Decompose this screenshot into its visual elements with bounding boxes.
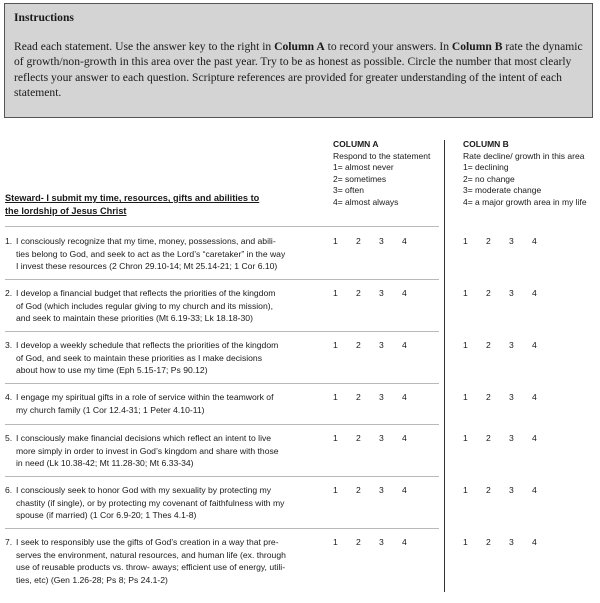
column-divider (444, 140, 445, 592)
question-line: my church family (1 Cor 12.4-31; 1 Peter 4.10-11) (16, 404, 205, 415)
rating-option[interactable]: 4 (402, 537, 407, 547)
question-item (5, 536, 537, 586)
question-line: I consciously recognize that my time, money, possessions, and abili- (16, 236, 276, 246)
column-b-option: 4= a major growth area in my life (463, 196, 587, 207)
rating-option[interactable]: 3 (379, 537, 384, 547)
rating-option[interactable]: 4 (532, 288, 537, 298)
question-item (5, 391, 537, 415)
question-line: about how to use my time (Eph 5.15-17; Ps 90.12) (16, 365, 208, 376)
question-line: spouse (if married) (1 Cor 6.9-20; 1 Thes 4.1-8) (16, 510, 197, 521)
column-b-subtitle: Rate decline/ growth in this area (463, 150, 585, 161)
question-line: of God, and seek to maintain these priorities as I make decisions (16, 352, 263, 363)
question-divider (5, 528, 439, 529)
instructions-column-b-ref: Column B (451, 39, 503, 53)
rating-option[interactable]: 2 (356, 433, 361, 443)
rating-option[interactable]: 1 (333, 340, 338, 350)
column-b-rating-scale (463, 391, 555, 404)
column-a-header (333, 139, 430, 209)
instructions-text-part1: Read each statement. Use the answer key to the right in (14, 39, 275, 53)
rating-option[interactable]: 1 (333, 433, 338, 443)
column-a-title: COLUMN A (333, 139, 379, 149)
question-line: ties belong to God, and seek to act as the Lord’s “caretaker” in the way (16, 248, 286, 259)
question-item (5, 484, 537, 521)
rating-option[interactable]: 2 (356, 537, 361, 547)
question-line: I develop a weekly schedule that reflects the priorities of the kingdom (16, 340, 279, 350)
column-b-rating-scale (463, 287, 555, 300)
rating-option[interactable]: 2 (486, 433, 491, 443)
rating-option[interactable]: 1 (333, 537, 338, 547)
rating-option[interactable]: 1 (333, 288, 338, 298)
column-b-rating-scale (463, 484, 555, 497)
rating-option[interactable]: 2 (486, 485, 491, 495)
question-line: I develop a financial budget that reflects the priorities of the kingdom (16, 288, 276, 298)
question-text (5, 536, 300, 587)
question-text (5, 339, 300, 377)
section-title-line: Steward- I submit my time, resources, gifts and abilities to (5, 193, 260, 203)
question-line: I invest these resources (2 Chron 29.10-14; Mt 25.14-21; 1 Cor 6.10) (16, 261, 278, 272)
rating-option[interactable]: 2 (356, 485, 361, 495)
rating-option[interactable]: 1 (333, 392, 338, 402)
rating-option[interactable]: 2 (356, 236, 361, 246)
column-b-rating-scale (463, 432, 555, 445)
question-number: 2. (5, 288, 13, 298)
column-b-rating-scale (463, 339, 555, 352)
question-line: I consciously seek to honor God with my sexuality by protecting my (16, 485, 272, 495)
column-a-option: 3= often (333, 185, 364, 196)
rating-option[interactable]: 4 (532, 236, 537, 246)
question-divider (5, 424, 439, 425)
rating-option[interactable]: 3 (509, 288, 514, 298)
column-a-rating-scale (333, 432, 425, 445)
rating-option[interactable]: 1 (463, 392, 468, 402)
column-a-rating-scale (333, 536, 425, 549)
rating-option[interactable]: 3 (509, 433, 514, 443)
rating-option[interactable]: 3 (509, 537, 514, 547)
question-line: I seek to responsibly use the gifts of God’s creation in a way that pre- (16, 537, 279, 547)
question-line: of God (which includes regular giving to my church and its mission), (16, 300, 273, 311)
question-divider (5, 279, 439, 280)
column-a-rating-scale (333, 339, 425, 352)
column-b-option: 1= declining (463, 162, 509, 173)
instructions-text (14, 39, 583, 101)
question-item (5, 339, 537, 376)
question-text (5, 287, 300, 325)
rating-option[interactable]: 1 (463, 485, 468, 495)
instructions-text-part2: to record your answers. In (324, 39, 452, 53)
question-line: chastity (if single), or by protecting my covenant of faithfulness with my (16, 497, 285, 508)
instructions-box (4, 3, 593, 118)
question-number: 6. (5, 485, 13, 495)
question-line: use of reusable products vs. throw- aways; efficient use of energy, utili- (16, 562, 286, 573)
rating-option[interactable]: 4 (402, 392, 407, 402)
question-text (5, 484, 300, 522)
column-b-title: COLUMN B (463, 139, 509, 149)
question-line: more simply in order to invest in God’s kingdom and share with those (16, 445, 279, 456)
rating-option[interactable]: 4 (402, 236, 407, 246)
column-a-rating-scale (333, 484, 425, 497)
rating-option[interactable]: 4 (532, 392, 537, 402)
rating-option[interactable]: 4 (532, 537, 537, 547)
rating-option[interactable]: 3 (379, 288, 384, 298)
rating-option[interactable]: 3 (509, 236, 514, 246)
question-number: 7. (5, 537, 13, 547)
rating-option[interactable]: 2 (486, 392, 491, 402)
column-a-option: 1= almost never (333, 162, 394, 173)
rating-option[interactable]: 4 (402, 485, 407, 495)
rating-option[interactable]: 2 (486, 288, 491, 298)
rating-option[interactable]: 3 (509, 485, 514, 495)
question-number: 1. (5, 236, 13, 246)
question-divider (5, 476, 439, 477)
rating-option[interactable]: 4 (402, 433, 407, 443)
question-text (5, 235, 300, 273)
question-line: I engage my spiritual gifts in a role of service within the teamwork of (16, 392, 274, 402)
instructions-title: Instructions (14, 11, 74, 24)
rating-option[interactable]: 4 (532, 485, 537, 495)
rating-option[interactable]: 2 (356, 340, 361, 350)
rating-option[interactable]: 4 (402, 288, 407, 298)
section-title (5, 192, 305, 218)
column-b-rating-scale (463, 536, 555, 549)
column-b-rating-scale (463, 235, 555, 248)
rating-option[interactable]: 2 (486, 236, 491, 246)
column-a-subtitle: Respond to the statement (333, 150, 431, 161)
rating-option[interactable]: 1 (463, 288, 468, 298)
rating-option[interactable]: 3 (379, 485, 384, 495)
rating-option[interactable]: 1 (333, 485, 338, 495)
rating-option[interactable]: 3 (509, 340, 514, 350)
column-a-option: 4= almost always (333, 196, 399, 207)
question-number: 4. (5, 392, 13, 402)
column-b-option: 2= no change (463, 173, 515, 184)
question-divider (5, 383, 439, 384)
section-title-line: the lordship of Jesus Christ (5, 206, 127, 216)
rating-option[interactable]: 1 (463, 537, 468, 547)
question-item (5, 432, 537, 469)
question-line: serves the environment, natural resources, and human life (ex. through (16, 549, 286, 560)
rating-option[interactable]: 4 (532, 340, 537, 350)
question-line: ties, etc) (Gen 1.26-28; Ps 8; Ps 24.1-2) (16, 575, 168, 586)
question-text (5, 391, 300, 416)
rating-option[interactable]: 3 (379, 433, 384, 443)
instructions-column-a-ref: Column A (274, 39, 325, 53)
question-line: I consciously make financial decisions which reflect an intent to live (16, 433, 272, 443)
rating-option[interactable]: 3 (379, 340, 384, 350)
rating-option[interactable]: 1 (463, 433, 468, 443)
column-a-rating-scale (333, 235, 425, 248)
question-item (5, 235, 537, 272)
rating-option[interactable]: 2 (486, 537, 491, 547)
column-a-option: 2= sometimes (333, 173, 387, 184)
question-line: in need (Lk 10.38-42; Mt 11.28-30; Mt 6.33-34) (16, 458, 194, 469)
rating-option[interactable]: 2 (486, 340, 491, 350)
rating-option[interactable]: 3 (379, 236, 384, 246)
rating-option[interactable]: 1 (463, 236, 468, 246)
column-b-header (463, 139, 587, 209)
question-number: 3. (5, 340, 13, 350)
rating-option[interactable]: 2 (356, 288, 361, 298)
column-a-rating-scale (333, 391, 425, 404)
rating-option[interactable]: 2 (356, 392, 361, 402)
rating-option[interactable]: 4 (532, 433, 537, 443)
column-a-rating-scale (333, 287, 425, 300)
question-line: and seek to maintain these priorities (Mt 6.19-33; Lk 18.18-30) (16, 313, 253, 324)
rating-option[interactable]: 4 (402, 340, 407, 350)
question-divider (5, 331, 439, 332)
question-item (5, 287, 537, 324)
section-divider (5, 226, 439, 227)
rating-option[interactable]: 1 (333, 236, 338, 246)
question-text (5, 432, 300, 470)
rating-option[interactable]: 1 (463, 340, 468, 350)
rating-option[interactable]: 3 (379, 392, 384, 402)
instructions-text-part3: rate the dynamic of growth/non-growth in this area over the past year. Try to be as honest as possible. Circle the number that most clearly reflects your answer to each question. Scripture references are provided for greater understanding of the intent of each statement. (14, 39, 583, 100)
rating-option[interactable]: 3 (509, 392, 514, 402)
question-number: 5. (5, 433, 13, 443)
column-b-option: 3= moderate change (463, 185, 542, 196)
